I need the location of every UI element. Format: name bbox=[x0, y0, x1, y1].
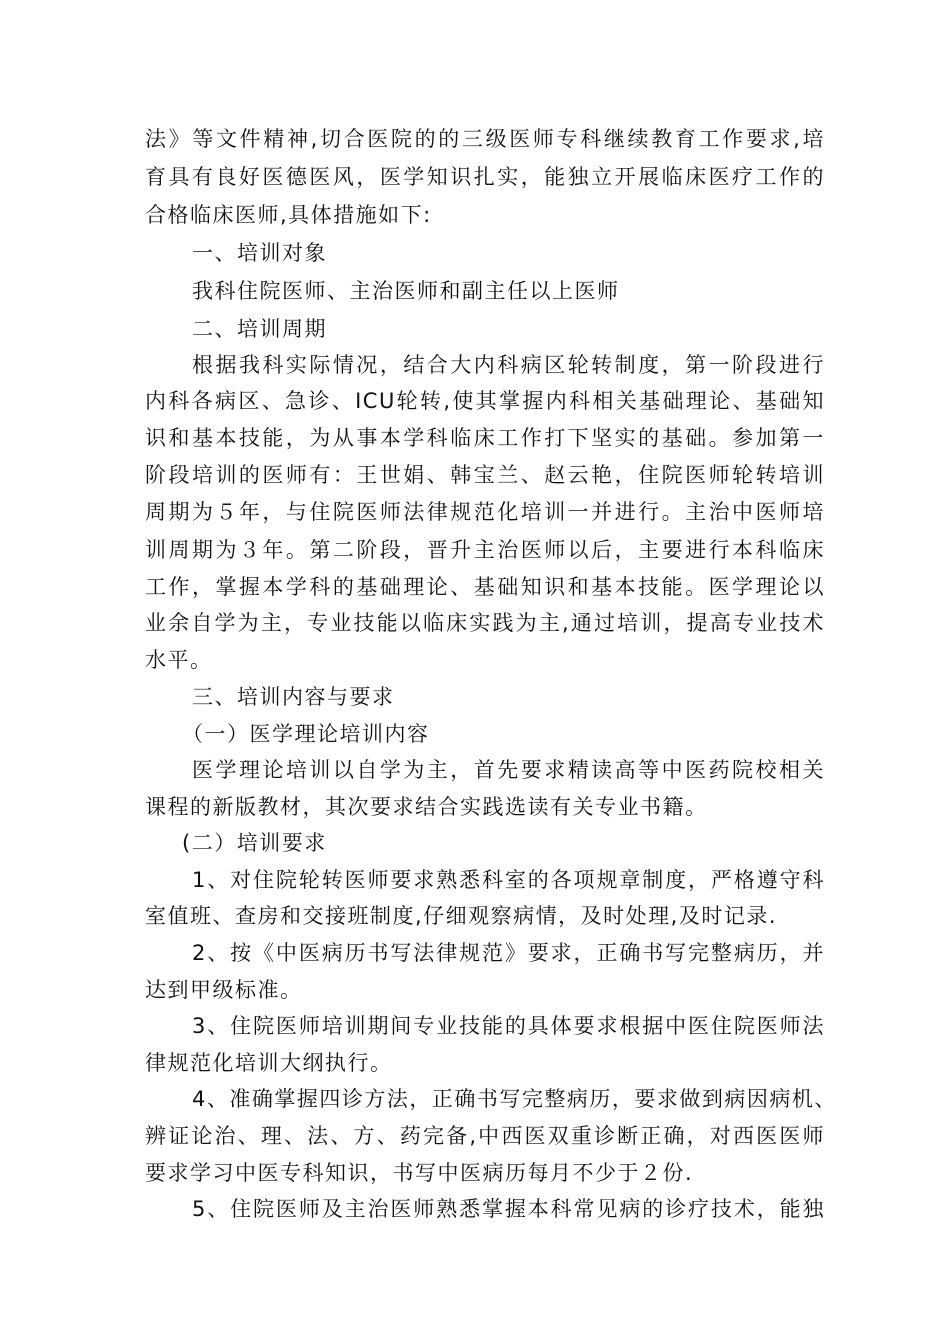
paragraph-line: 辨证论治、理、法、方、药完备,中西医双重诊断正确，对西医医师 bbox=[145, 1124, 825, 1148]
paragraph-line: 室值班、查房和交接班制度,仔细观察病情，及时处理,及时记录. bbox=[145, 904, 778, 928]
paragraph-line: 水平。 bbox=[145, 648, 213, 672]
paragraph-line: 医学理论培训以自学为主，首先要求精读高等中医药院校相关 bbox=[192, 758, 825, 782]
paragraph-line: 法》等文件精神,切合医院的的三级医师专科继续教育工作要求,培 bbox=[145, 127, 825, 151]
paragraph-line: 1、对住院轮转医师要求熟悉科室的各项规章制度，严格遵守科 bbox=[192, 868, 825, 892]
paragraph-line: 周期为５年，与住院医师法律规范化培训一并进行。主治中医师培 bbox=[145, 500, 825, 524]
paragraph-line: 3、住院医师培训期间专业技能的具体要求根据中医住院医师法 bbox=[192, 1014, 825, 1038]
paragraph-line: 达到甲级标准。 bbox=[145, 978, 303, 1002]
paragraph-line: 4、准确掌握四诊方法，正确书写完整病历，要求做到病因病机、 bbox=[192, 1087, 837, 1111]
paragraph-line: 5、住院医师及主治医师熟悉掌握本科常见病的诊疗技术，能独 bbox=[192, 1197, 825, 1221]
paragraph-line: 合格临床医师,具体措施如下: bbox=[145, 203, 432, 227]
section-heading: 三、培训内容与要求 bbox=[192, 685, 395, 709]
section-heading: 二、培训周期 bbox=[192, 317, 327, 341]
paragraph-line: 业余自学为主，专业技能以临床实践为主,通过培训，提高专业技术 bbox=[145, 611, 825, 635]
paragraph-line: 工作，掌握本学科的基础理论、基础知识和基本技能。医学理论以 bbox=[145, 575, 825, 599]
paragraph-line: 根据我科实际情况，结合大内科病区轮转制度，第一阶段进行 bbox=[192, 353, 825, 377]
paragraph-line: 要求学习中医专科知识，书写中医病历每月不少于２份. bbox=[145, 1161, 694, 1185]
paragraph-line: 训周期为３年。第二阶段，晋升主治医师以后，主要进行本科临床 bbox=[145, 538, 825, 562]
subsection-heading: （一）医学理论培训内容 bbox=[182, 722, 430, 746]
paragraph-line: 我科住院医师、主治医师和副主任以上医师 bbox=[192, 279, 620, 303]
subsection-heading: (二）培训要求 bbox=[182, 831, 327, 855]
paragraph-line: 2、按《中医病历书写法律规范》要求，正确书写完整病历，并 bbox=[192, 941, 825, 965]
paragraph-line: 育具有良好医德医风，医学知识扎实，能独立开展临床医疗工作的 bbox=[145, 165, 825, 189]
paragraph-line: 律规范化培训大纲执行。 bbox=[145, 1051, 393, 1075]
section-heading: 一、培训对象 bbox=[192, 241, 327, 265]
paragraph-line: 课程的新版教材，其次要求结合实践选读有关专业书籍。 bbox=[145, 795, 708, 819]
paragraph-line: 阶段培训的医师有：王世娟、韩宝兰、赵云艳，住院医师轮转培训 bbox=[145, 463, 825, 487]
paragraph-line: 内科各病区、急诊、ICU轮转,使其掌握内科相关基础理论、基础知 bbox=[145, 389, 825, 413]
paragraph-line: 识和基本技能，为从事本学科临床工作打下坚实的基础。参加第一 bbox=[145, 426, 825, 450]
